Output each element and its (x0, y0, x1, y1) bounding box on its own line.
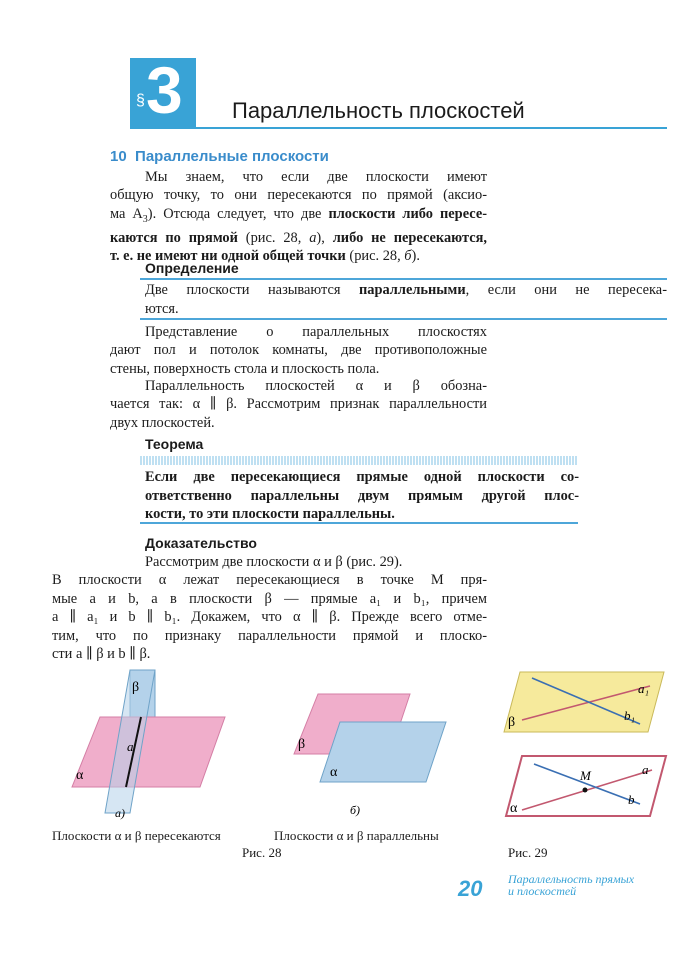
paragraph-notation-cont: чается так: α ∥ β. Рассмотрим признак параллельности двух плоскостей. (110, 396, 487, 431)
figure-29 (500, 668, 670, 828)
page-number: 20 (458, 876, 483, 901)
paragraph-notation: Параллельность плоскостей α и β обозна- (145, 378, 487, 394)
chapter-number: 3 (146, 53, 183, 127)
section-sign: § (136, 92, 145, 109)
caption-28b: Плоскости α и β параллельны (274, 828, 439, 843)
label-a-letter: а) (115, 806, 125, 820)
figure-28b (280, 690, 455, 820)
running-footer: Параллельность прямых и плоскостей (508, 872, 635, 898)
label-alpha: α (510, 801, 518, 816)
chapter-title: Параллельность плоскостей (232, 98, 525, 123)
label-b-letter: б) (350, 803, 361, 817)
label-a1: a₁ (638, 681, 650, 696)
section-title (110, 148, 329, 165)
proof-text-cont: В плоскости α лежат пересекающиеся в точке M пря- мые a и b, а в плоскости β — прямые a₁ и b₁, причем a ∥ a₁ и b ∥ b₁. Докажем, что α ∥ β. Прежде всего отме- тим, что по признаку параллельности прямой и плоско- сти a ∥ β и b ∥ β. (52, 572, 487, 662)
paragraph-examples-cont: дают пол и потолок комнаты, две противоположные стены, поверхность стола и плоскость пола. (110, 342, 487, 377)
paragraph-intro: Мы знаем, что если две плоскости имеют (145, 169, 487, 185)
proof-text: Рассмотрим две плоскости α и β (рис. 29). (145, 554, 403, 570)
chapter-rule (130, 127, 667, 129)
proof-heading: Доказательство (145, 535, 257, 551)
definition-bottom-rule (140, 318, 667, 320)
paragraph-intro-cont: общую точку, то они пересекаются по прямой (аксио- ма $А_3$). Отсюда следует, что две плоскости либо пересе- каются по прямой (рис. 28, а), либо не пересекаются, т. е. не имеют ни одной общей точки (рис. 28, б). (110, 187, 487, 265)
definition-top-rule (140, 278, 667, 280)
label-b: b (628, 792, 635, 807)
label-b1: b₁ (624, 708, 636, 723)
theorem-bottom-rule (140, 522, 578, 524)
theorem-band (140, 456, 578, 465)
label-beta: β (298, 737, 306, 752)
definition-text: Две плоскости называются параллельными, если они не пересека- ются. (145, 282, 667, 317)
label-line-a: a (127, 739, 134, 754)
chapter-badge (130, 53, 196, 128)
figure-29-label: Рис. 29 (508, 845, 548, 860)
section-number: 10 (110, 148, 127, 165)
figure-28-label: Рис. 28 (242, 845, 282, 860)
paragraph-examples: Представление о параллельных плоскостях (145, 324, 487, 340)
plane-alpha (320, 722, 446, 782)
point-M (583, 788, 588, 793)
label-alpha: α (76, 768, 84, 783)
label-beta: β (508, 715, 516, 730)
label-beta: β (132, 680, 140, 695)
plane-alpha (72, 717, 225, 787)
figure-28a (60, 665, 235, 830)
label-a: a (642, 762, 649, 777)
label-alpha: α (330, 765, 338, 780)
label-M: M (580, 768, 591, 783)
theorem-text: Если две пересекающиеся прямые одной плоскости со- ответственно параллельны двум прямым другой плос- кости, то эти плоскости параллельны. (145, 469, 579, 522)
caption-28a: Плоскости α и β пересекаются (52, 828, 221, 843)
definition-heading: Определение (145, 260, 239, 276)
section-name: Параллельные плоскости (135, 148, 329, 165)
theorem-heading: Теорема (145, 436, 204, 452)
